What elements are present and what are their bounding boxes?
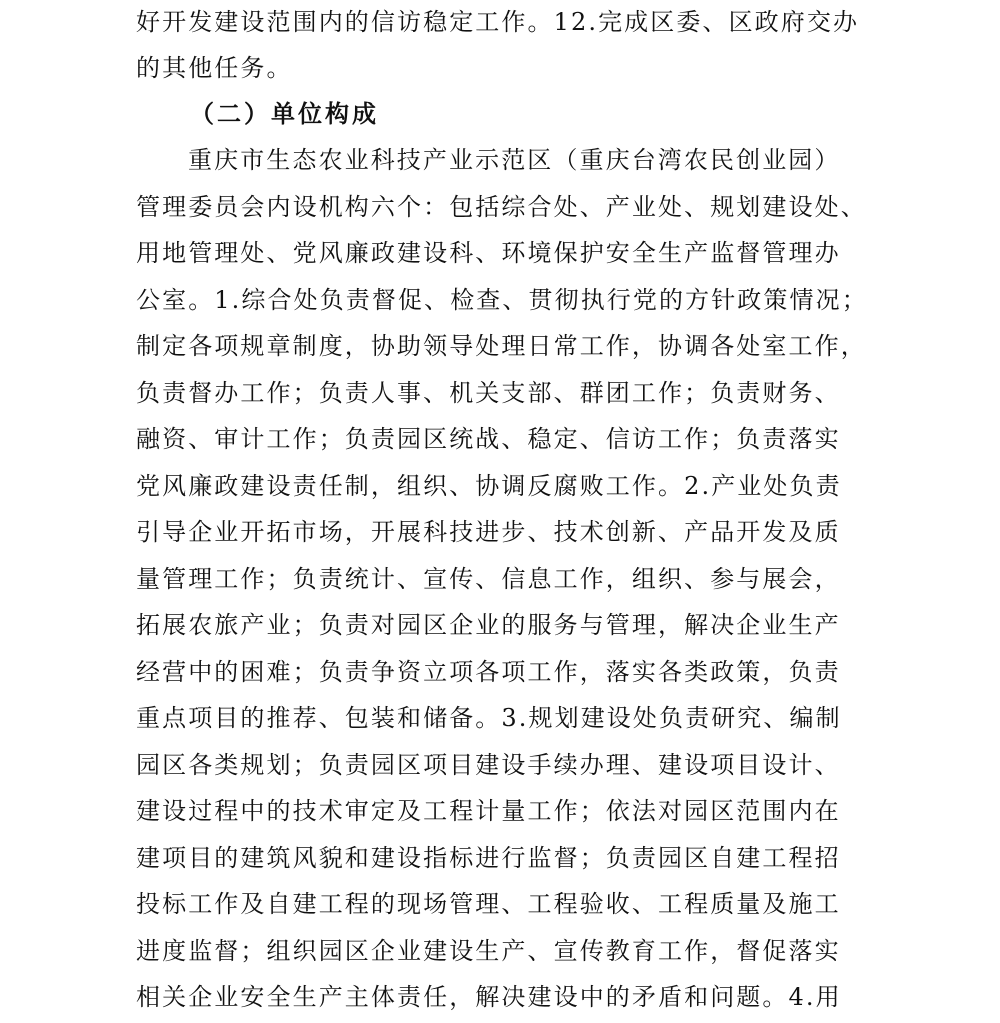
text-line: 进度监督；组织园区企业建设生产、宣传教育工作，督促落实	[136, 937, 841, 965]
text-line: 建设过程中的技术审定及工程计量工作；依法对园区范围内在	[136, 797, 841, 825]
text-line: 相关企业安全生产主体责任，解决建设中的矛盾和问题。4.用	[136, 983, 842, 1011]
text-line: 公室。1.综合处负责督促、检查、贯彻执行党的方针政策情况；	[136, 286, 868, 314]
text-line: 融资、审计工作；负责园区统战、稳定、信访工作；负责落实	[136, 425, 841, 453]
text-line: 园区各类规划；负责园区项目建设手续办理、建设项目设计、	[136, 751, 841, 779]
text-line: 引导企业开拓市场，开展科技进步、技术创新、产品开发及质	[136, 518, 841, 546]
text-line: 的其他任务。	[136, 54, 293, 82]
text-line: 用地管理处、党风廉政建设科、环境保护安全生产监督管理办	[136, 239, 841, 267]
text-line: 重点项目的推荐、包装和储备。3.规划建设处负责研究、编制	[136, 704, 842, 732]
text-line: 投标工作及自建工程的现场管理、工程验收、工程质量及施工	[136, 890, 841, 918]
text-line: 建项目的建筑风貌和建设指标进行监督；负责园区自建工程招	[136, 844, 841, 872]
text-line: 经营中的困难；负责争资立项各项工作，落实各类政策，负责	[136, 658, 841, 686]
text-line: 重庆市生态农业科技产业示范区（重庆台湾农民创业园）	[188, 146, 841, 174]
text-line: 负责督办工作；负责人事、机关支部、群团工作；负责财务、	[136, 379, 841, 407]
section-heading: （二）单位构成	[190, 99, 379, 128]
text-line: 制定各项规章制度，协助领导处理日常工作，协调各处室工作，	[136, 332, 867, 360]
text-line: 管理委员会内设机构六个：包括综合处、产业处、规划建设处、	[136, 193, 867, 221]
text-line: 好开发建设范围内的信访稳定工作。12.完成区委、区政府交办	[136, 8, 860, 36]
text-line: 拓展农旅产业；负责对园区企业的服务与管理，解决企业生产	[136, 611, 841, 639]
text-line: 量管理工作；负责统计、宣传、信息工作，组织、参与展会，	[136, 565, 841, 593]
text-line: 党风廉政建设责任制，组织、协调反腐败工作。2.产业处负责	[136, 472, 842, 500]
